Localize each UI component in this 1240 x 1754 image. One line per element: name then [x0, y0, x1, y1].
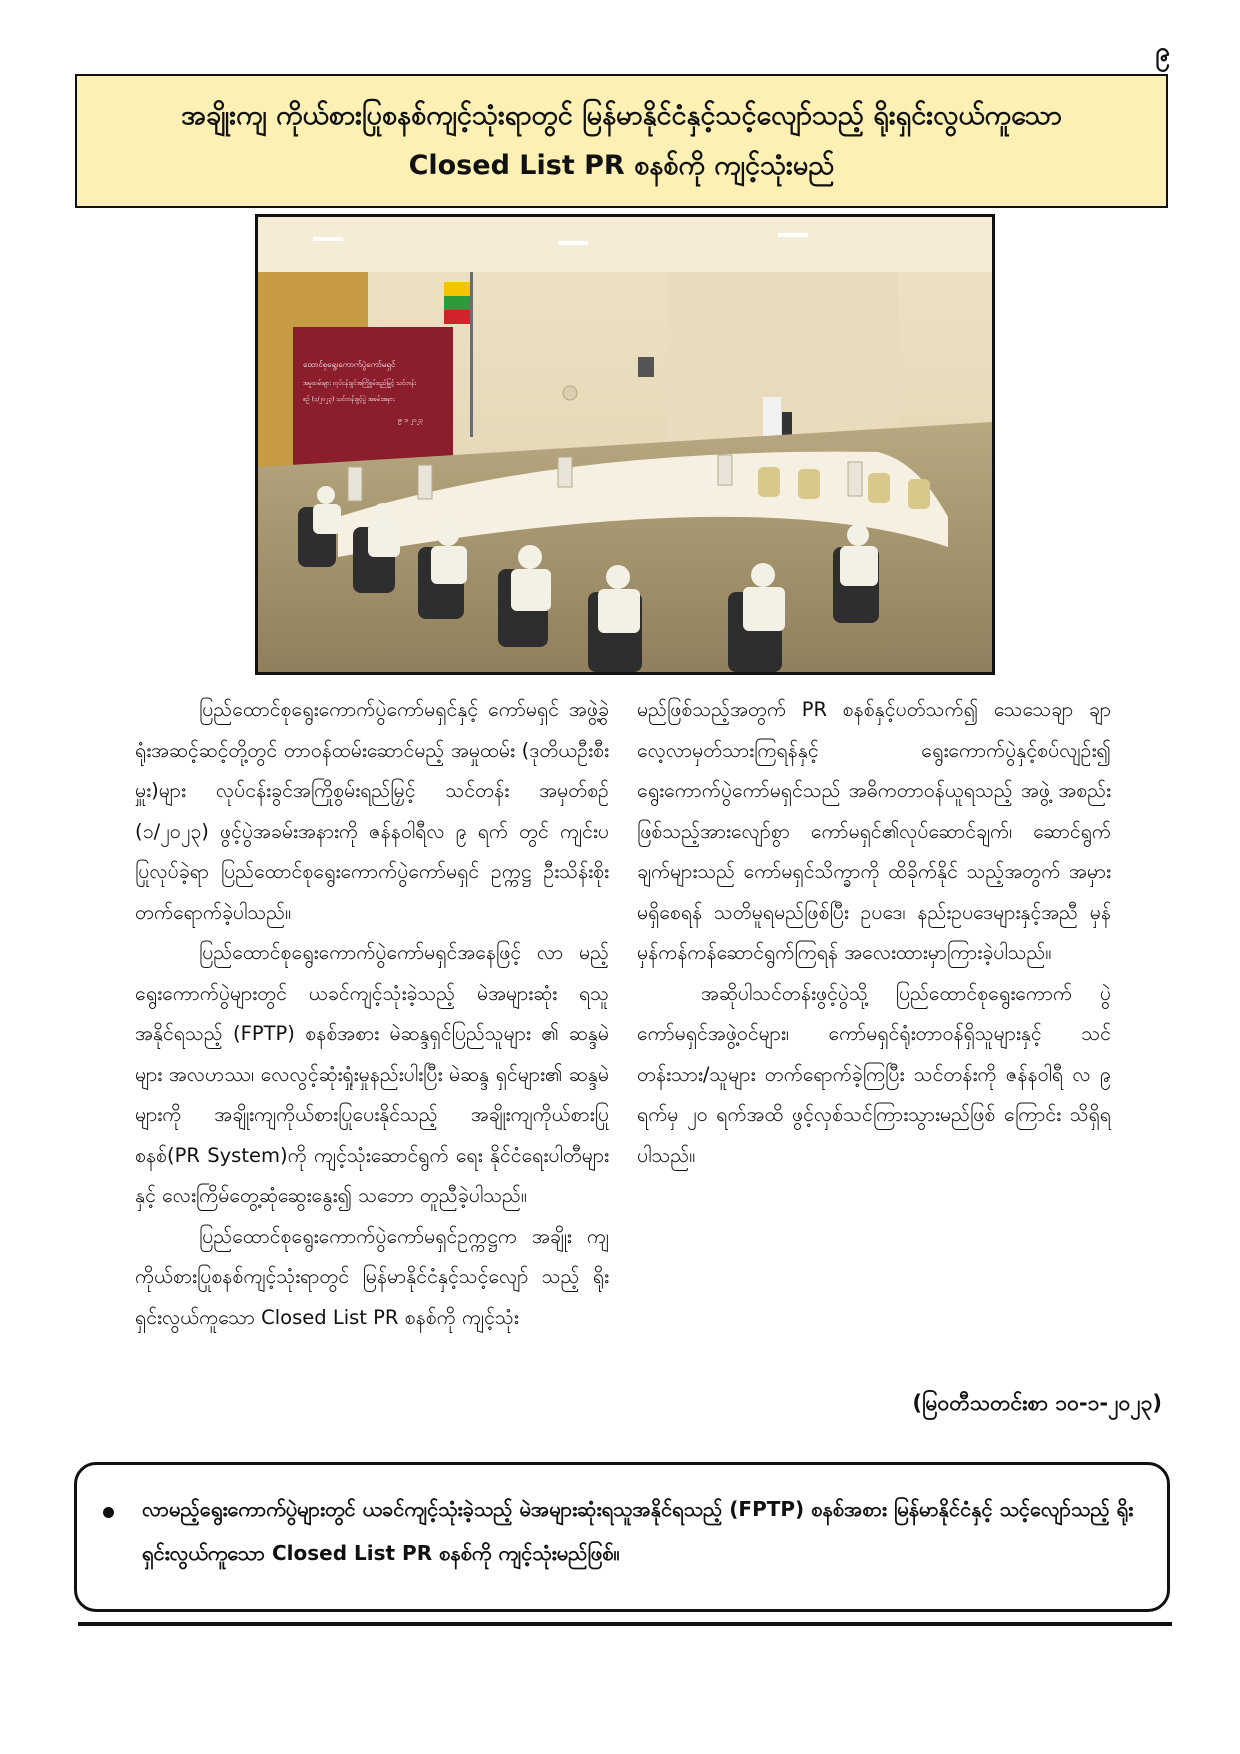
banner-date: ၉၊ ၁၊ ၂၀၂၃: [398, 417, 424, 424]
article-column-left: [135, 690, 609, 1338]
article-photo: [255, 214, 995, 675]
flagpole: [470, 272, 473, 437]
bullet-icon: [103, 1507, 114, 1518]
headline-line-2: Closed List PR စနစ်ကို ကျင့်သုံးမည်: [408, 150, 835, 181]
banner-text: ထောင်စုရွေးကောက်ပွဲကော်မရှင်: [303, 360, 396, 369]
wall-emblem: [563, 386, 577, 400]
banner-text: အမှုထမ်းများ လုပ်ငန်းခွင်အကြိုစွမ်းရည်မြှင့် သင်တန်း: [303, 380, 416, 387]
summary-item: [103, 1487, 1139, 1575]
partition-screen: [418, 465, 432, 499]
article-paragraph: ပြည်ထောင်စုရွေးကောက်ပွဲကော်မရှင်အနေဖြင့် လာ မည့်ရွေးကောက်ပွဲများတွင် ယခင်ကျင့်သုံးခဲ့သည့် မဲအများဆုံး ရသူအနိုင်ရသည့် (FPTP) စနစ်အစား မဲဆန္ဒရှင်ပြည်သူများ ၏ ဆန္ဒမဲများ အလဟဿ၊ လေလွင့်ဆုံးရှုံးမှုနည်းပါးပြီး မဲဆန္ဒ ရှင်များ၏ ဆန္ဒမဲများကို အချိုးကျကိုယ်စားပြုပေးနိုင်သည့် အချိုးကျကိုယ်စားပြုစနစ်(PR System)ကို ကျင့်သုံးဆောင်ရွက် ရေး နိုင်ငံရေးပါတီများနှင့် လေးကြိမ်တွေ့ဆုံဆွေးနွေး၍ သဘော တူညီခဲ့ပါသည်။: [135, 941, 609, 1207]
ceiling-light: [778, 233, 808, 237]
summary-box: [74, 1462, 1170, 1612]
headline-line-1: အချိုးကျ ကိုယ်စားပြုစနစ်ကျင့်သုံးရာတွင် မြန်မာနိုင်ငံနှင့်သင့်လျော်သည့် ရိုးရှင်းလွယ်ကူသော: [181, 100, 1062, 131]
partition-screen: [558, 457, 572, 487]
headline-box: [75, 74, 1168, 208]
summary-text: လာမည့်ရွေးကောက်ပွဲများတွင် ယခင်ကျင့်သုံးခဲ့သည့် မဲအများဆုံးရသူအနိုင်ရသည့် (FPTP) စနစ်အစား မြန်မာနိုင်ငံနှင့် သင့်လျော်သည့် ရိုးရှင်းလွယ်ကူသော Closed List PR စနစ်ကို ကျင့်သုံးမည်ဖြစ်။: [142, 1497, 1134, 1565]
ceiling-light: [558, 241, 588, 245]
article-source: (မြဝတီသတင်းစာ ၁၀-၁-၂၀၂၃): [912, 1391, 1162, 1415]
article-paragraph: ပြည်ထောင်စုရွေးကောက်ပွဲကော်မရှင်ဥက္ကဋ္ဌက အချိုး ကျကိုယ်စားပြုစနစ်ကျင့်သုံးရာတွင် မြန်မာနိုင်ငံနှင့်သင့်လျော် သည့် ရိုးရှင်းလွယ်ကူသော Closed List PR စနစ်ကို ကျင့်သုံး: [135, 1224, 609, 1329]
ceiling: [258, 217, 992, 272]
banner-text: စဉ် (၁/၂၀၂၃) သင်တန်းဖွင့်ပွဲ အခမ်းအနား: [303, 396, 395, 403]
partition-screen: [718, 455, 732, 485]
flag: [444, 282, 470, 296]
bottom-rule: [78, 1622, 1172, 1626]
partition-screen: [848, 462, 862, 496]
ceiling-light: [313, 237, 343, 241]
article-paragraph: အဆိုပါသင်တန်းဖွင့်ပွဲသို့ ပြည်ထောင်စုရွေးကောက် ပွဲကော်မရှင်အဖွဲ့ဝင်များ၊ ကော်မရှင်ရုံးတာဝန်ရှိသူများနှင့် သင် တန်းသား/သူများ တက်ရောက်ခဲ့ကြပြီး သင်တန်းကို ဇန်နဝါရီ လ ၉ ရက်မှ ၂၀ ရက်အထိ ဖွင့်လှစ်သင်ကြားသွားမည်ဖြစ် ကြောင်း သိရှိရပါသည်။: [637, 981, 1111, 1167]
partition-screen: [348, 467, 362, 501]
flag: [444, 296, 470, 310]
flag: [444, 310, 470, 324]
page-number: ၉: [1155, 37, 1170, 67]
article-paragraph: ပြည်ထောင်စုရွေးကောက်ပွဲကော်မရှင်နှင့် ကော်မရှင် အဖွဲ့ခွဲရုံးအဆင့်ဆင့်တို့တွင် တာဝန်ထမ်းဆောင်မည့် အမှုထမ်း (ဒုတိယဦးစီးမှူး)များ လုပ်ငန်းခွင်အကြိုစွမ်းရည်မြှင့် သင်တန်း အမှတ်စဉ် (၁/၂၀၂၃) ဖွင့်ပွဲအခမ်းအနားကို ဇန်နဝါရီလ ၉ ရက် တွင် ကျင်းပပြုလုပ်ခဲ့ရာ ပြည်ထောင်စုရွေးကောက်ပွဲကော်မရှင် ဥက္ကဋ္ဌ ဦးသိန်းစိုး တက်ရောက်ခဲ့ပါသည်။: [135, 698, 609, 924]
meeting-room-photo: [258, 217, 992, 672]
article-column-right: [637, 690, 1111, 1176]
article-paragraph: မည်ဖြစ်သည့်အတွက် PR စနစ်နှင့်ပတ်သက်၍ သေသေချာ ချာ လေ့လာမှတ်သားကြရန်နှင့် ရွေးကောက်ပွဲနှင့်စပ်လျဉ်း၍ ရွေးကောက်ပွဲကော်မရှင်သည် အဓိကတာဝန်ယူရသည့် အဖွဲ့ အစည်းဖြစ်သည့်အားလျော်စွာ ကော်မရှင်၏လုပ်ဆောင်ချက်၊ ဆောင်ရွက်ချက်များသည် ကော်မရှင်သိက္ခာကို ထိခိုက်နိုင် သည့်အတွက် အမှားမရှိစေရန် သတိမူရမည်ဖြစ်ပြီး ဥပဒေ၊ နည်းဥပဒေများနှင့်အညီ မှန်မှန်ကန်ကန်ဆောင်ရွက်ကြရန် အလေးထားမှာကြားခဲ့ပါသည်။: [637, 698, 1111, 964]
wall-speaker: [638, 357, 654, 377]
